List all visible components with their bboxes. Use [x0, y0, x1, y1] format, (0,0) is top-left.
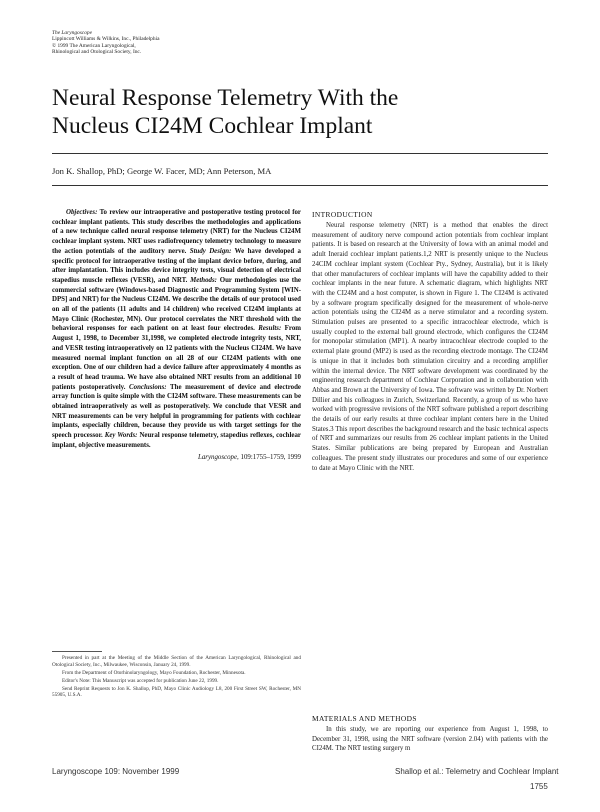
abstract-citation: [52, 453, 301, 463]
objectives-text: To review our intraoperative and postoperative testing protocol for cochlear implant patients. This study describes the methodologies and applications of a new technique called neural response telemetry (NRT) for the Nucleus CI24M cochlear implant system. NRT uses radiofrequency telemetry technology to measure the action potentials of the auditory nerve.: [52, 209, 301, 255]
abstract: [52, 208, 301, 462]
footnote-affiliation: From the Department of Otorhinolaryngology, Mayo Foundation, Rochester, Minnesota.: [62, 669, 246, 676]
journal-name: The Laryngoscope: [52, 30, 92, 36]
keywords-text: Neural response telemetry, stapedius reflexes, cochlear implant, objective measurements.: [52, 432, 301, 449]
introduction-paragraph: Neural response telemetry (NRT) is a method that enables the direct measurement of auditory nerve compound action potentials from cochlear implant patients. It is based on research at the University of Iowa with an animal model and adult Ineraid cochlear implant patients.1,2 NRT is presently unique to the Nucleus 24CIM cochlear implant system (Cochlear Pty., Sydney, Australia), but it is likely that other manufacturers of cochlear implants will have the capability added to their cochlear implants in the near future. A schematic diagram, which highlights NRT with the CI24M and a host computer, is shown in Figure 1. The CI24M is activated by a software program specifically designed for the measurement of whole-nerve action potentials using the CI24M as a nerve stimulator and a recording system. Stimulation pulses are presented to a specific intracochlear electrode, which is usually coupled to the external ball ground electrode, which configures the CI24M for monopolar stimulation (MP1). A nearby intracochlear electrode coupled to the external plate ground (MP2) is used as the recording electrode montage. The CI24M is unique in that it includes both stimulation circuitry and a recording amplifier within the internal device. The NRT software development was coordinated by the engineering research department of Cochlear Corporation and in collaboration with Abbas and Brown at the University of Iowa. The software was written by Dr. Norbert Dillier and his colleagues in Zurich, Switzerland. Recently, a group of us who have worked with progressive revisions of the NRT software published a report describing the details of our early results at three cochlear implant centers here in the United States.3 This report describes the background research and the basic technical aspects of NRT and summarizes our results from 26 cochlear implant patients in the United States. Similar publications are being prepared by European and Australian colleagues. The present study illustrates our procedures and some of our experience to date at Mayo Clinic with the NRT.: [312, 222, 548, 472]
materials-methods-body: [312, 725, 548, 753]
title-rule: [52, 153, 548, 154]
introduction-heading: INTRODUCTION: [312, 210, 373, 219]
materials-methods-paragraph: In this study, we are reporting our experience from August 1, 1998, to December 31, 1998, using the NRT software (version 2.04) with patients with the CI24M. The NRT testing surgery m: [312, 726, 548, 753]
study-design-label: Study Design:: [189, 247, 232, 255]
publisher-info: [52, 30, 312, 56]
methods-label: Methods:: [190, 276, 217, 284]
footnotes: [52, 655, 301, 701]
conclusions-text: The measurement of device and electrode array function is quite simple with the CI24M software. These measurements can be obtained intraoperatively as well as postoperatively. We conclude that VESR and NRT measurements can be very helpful in programming for patients with cochlear implants, especially children, because they provide us with target settings for the speech processor.: [52, 383, 301, 440]
footnote-presented: Presented in part at the Meeting of the Middle Section of the American Laryngological, Rhinological and Otological Society, Inc., Milwaukee, Wisconsin, January 24, 1999.: [52, 655, 301, 668]
author-list: Jon K. Shallop, PhD; George W. Facer, MD; Ann Peterson, MA: [52, 166, 272, 176]
results-text: From August 1, 1998, to December 31,1998, we completed electrode integrity tests, NRT, and VESR testing intraoperatively on 12 patients with the Nucleus CI24M. We have measured normal implant function on all 28 of our CI24M patients with one exception. One of our children had a device failure after approximately 4 months as a result of head trauma. We have also obtained NRT results from an additional 10 patients postoperatively.: [52, 325, 301, 391]
article-title: [52, 84, 552, 140]
title-line-2: Nucleus CI24M Cochlear Implant: [52, 113, 373, 139]
materials-methods-heading: MATERIALS AND METHODS: [312, 714, 417, 723]
footnote-rule: [52, 651, 102, 652]
introduction-body: [312, 221, 548, 473]
objectives-label: Objectives:: [66, 209, 98, 216]
authors-rule: [52, 185, 548, 186]
citation-volume: 109:1755–1759, 1999: [240, 453, 301, 461]
results-label: Results:: [258, 325, 282, 333]
footer-journal: Laryngoscope 109: November 1999: [52, 767, 180, 776]
footnote-editor: Editor's Note: This Manuscript was accepted for publication June 22, 1999.: [62, 677, 219, 684]
publisher-line: Lippincott Williams & Wilkins, Inc., Philadelphia: [52, 36, 160, 43]
page-number: 1755: [530, 782, 548, 791]
copyright-line: © 1999 The American Laryngological,: [52, 42, 136, 49]
footer-running-title: Shallop et al.: Telemetry and Cochlear Implant: [395, 767, 559, 776]
conclusions-label: Conclusions:: [129, 383, 167, 391]
keywords-label: Key Words:: [104, 432, 138, 440]
title-line-1: Neural Response Telemetry With the: [52, 85, 399, 111]
study-design-text: We have developed a specific protocol for intraoperative testing of the implant device before, during, and after implantation. This includes device integrity tests, visual detection of electrical stapedius muscle reflexes (VESR), and NRT.: [52, 247, 301, 284]
methods-text: Our methodologies use the commercial software (Windows-based Diagnostic and Programming System [WIN-DPS] and NRT) for the Nucleus CI24M. We describe the details of our protocol used on all of the patients (11 adults and 14 children) who received CI24M implants at Mayo Clinic (Rochester, MN). Our protocol correlates the NRT threshold with the behavioral responses for each patient on at least four electrodes.: [52, 276, 301, 333]
citation-journal: Laryngoscope,: [198, 453, 239, 461]
society-line: Rhinological and Otological Society, Inc.: [52, 49, 142, 56]
footnote-reprints: Send Reprint Requests to Jon K. Shallop, PhD, Mayo Clinic Audiology L8, 200 First Street SW, Rochester, MN 55905, U.S.A.: [52, 685, 301, 699]
